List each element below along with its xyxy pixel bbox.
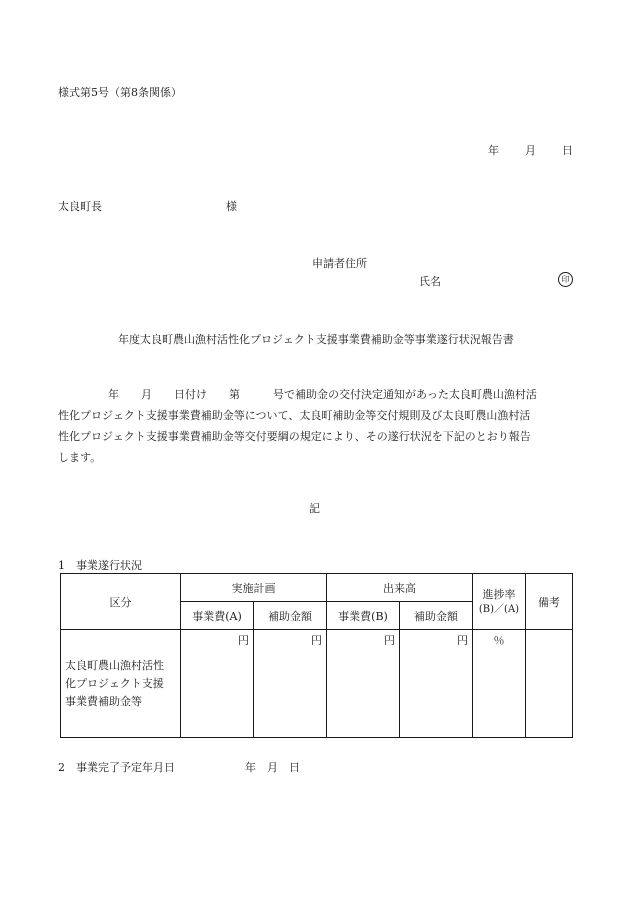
form-number: 様式第5号（第8条関係） (58, 86, 182, 99)
row-item-line-2: 化プロジェクト支援 (65, 676, 164, 690)
progress-cell: ％ (473, 630, 526, 738)
header-remarks: 備考 (526, 574, 573, 630)
seal-text: 印 (558, 272, 573, 287)
header-progress (473, 574, 526, 630)
header-plan-cost: 事業費(A) (181, 602, 254, 630)
status-table (60, 573, 573, 738)
date-day: 日 (562, 144, 573, 157)
header-progress-label: 進捗率 (482, 587, 516, 601)
header-category: 区分 (61, 574, 181, 630)
result-subsidy-cell: 円 (400, 630, 473, 738)
section2-heading: 2 事業完了予定年月日 (58, 761, 175, 774)
body-line-3: 性化プロジェクト支援事業費補助金等交付要綱の規定により、その遂行状況を下記のとおり報告 (58, 430, 531, 443)
header-result-subsidy: 補助金額 (400, 602, 473, 630)
body-line-2: 性化プロジェクト支援事業費補助金等について、太良町補助金等交付規則及び太良町農山漁村活 (58, 409, 531, 422)
applicant-name-label: 氏名 (419, 275, 441, 288)
plan-subsidy-cell: 円 (254, 630, 327, 738)
body-paragraph (58, 384, 574, 468)
applicant-address-label: 申請者住所 (312, 257, 367, 270)
row-item-line-1: 太良町農山漁村活性 (65, 658, 164, 672)
addressee-name: 太良町長 (58, 200, 102, 213)
header-plan-subsidy: 補助金額 (254, 602, 327, 630)
header-progress-formula: (B)／(A) (478, 603, 520, 615)
remarks-cell (526, 630, 573, 738)
body-line-4: します。 (58, 451, 102, 464)
addressee-honorific: 様 (226, 200, 237, 213)
ki-label: 記 (309, 502, 320, 515)
header-result: 出来高 (327, 574, 473, 602)
header-plan: 実施計画 (181, 574, 327, 602)
section1-heading: 1 事業遂行状況 (58, 559, 142, 572)
body-line-1: 年 月 日付け 第 号で補助金の交付決定通知があった太良町農山漁村活 (108, 388, 537, 401)
date-month: 月 (525, 144, 536, 157)
document-title: 年度太良町農山漁村活性化プロジェクト支援事業費補助金等事業遂行状況報告書 (118, 333, 514, 346)
plan-cost-cell: 円 (181, 630, 254, 738)
seal-mark (558, 272, 573, 287)
result-cost-cell: 円 (327, 630, 400, 738)
header-result-cost: 事業費(B) (327, 602, 400, 630)
date-year: 年 (488, 144, 499, 157)
row-item (61, 630, 181, 738)
completion-date: 年 月 日 (245, 761, 300, 774)
row-item-line-3: 事業費補助金等 (65, 694, 142, 708)
